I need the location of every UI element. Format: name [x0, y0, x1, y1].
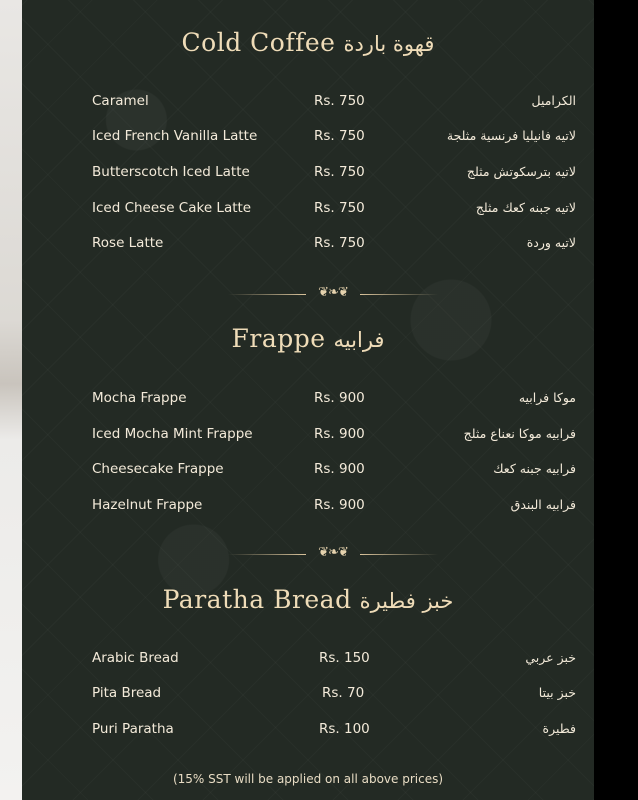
item-price: Rs. 900	[314, 426, 365, 442]
item-price: Rs. 900	[314, 461, 365, 477]
menu-item	[22, 200, 594, 220]
menu-item	[22, 164, 594, 184]
item-arabic-name: لاتيه وردة	[526, 235, 576, 250]
item-price: Rs. 900	[314, 390, 365, 406]
item-name: Iced Mocha Mint Frappe	[92, 426, 253, 442]
right-black-bar	[594, 0, 638, 800]
item-price: Rs. 750	[314, 164, 365, 180]
item-name: Rose Latte	[92, 235, 164, 251]
item-name: Arabic Bread	[92, 650, 179, 666]
section-title-cold-coffee	[22, 28, 594, 57]
item-arabic-name: موكا فرابيه	[518, 390, 576, 405]
background-photo-edge	[0, 0, 22, 800]
item-price: Rs. 150	[319, 650, 370, 666]
ornament-divider-icon: ❦❧❦	[228, 547, 438, 563]
item-arabic-name: فرابيه البندق	[510, 497, 576, 512]
section-title-paratha-bread	[22, 585, 594, 614]
item-name: Butterscotch Iced Latte	[92, 164, 250, 180]
item-arabic-name: لاتيه بترسكوتش مثلج	[466, 164, 576, 179]
item-arabic-name: خبز عربي	[525, 650, 576, 665]
item-name: Puri Paratha	[92, 721, 174, 737]
menu-item	[22, 390, 594, 410]
item-arabic-name: فرابيه موكا نعناع مثلج	[463, 426, 576, 441]
item-name: Hazelnut Frappe	[92, 497, 203, 513]
item-name: Iced French Vanilla Latte	[92, 128, 258, 144]
item-price: Rs. 750	[314, 200, 365, 216]
item-name: Caramel	[92, 93, 149, 109]
section-title-frappe	[22, 324, 594, 353]
menu-item	[22, 685, 594, 705]
item-arabic-name: فرابيه جبنه كعك	[493, 461, 576, 476]
menu-item	[22, 461, 594, 481]
menu-page	[22, 0, 594, 800]
ornament-divider-icon: ❦❧❦	[228, 287, 438, 303]
item-price: Rs. 750	[314, 128, 365, 144]
menu-item	[22, 650, 594, 670]
item-name: Iced Cheese Cake Latte	[92, 200, 252, 216]
tax-note: (15% SST will be applied on all above prices)	[172, 772, 444, 786]
menu-item	[22, 128, 594, 148]
item-name: Cheesecake Frappe	[92, 461, 224, 477]
item-arabic-name: فطيرة	[542, 721, 576, 736]
item-price: Rs. 70	[322, 685, 365, 701]
item-arabic-name: لاتيه فانيليا فرنسية مثلجة	[446, 128, 576, 143]
item-price: Rs. 100	[319, 721, 370, 737]
menu-item	[22, 235, 594, 255]
item-name: Pita Bread	[92, 685, 162, 701]
menu-item	[22, 721, 594, 741]
menu-item	[22, 497, 594, 517]
item-price: Rs. 750	[314, 93, 365, 109]
section-title-ar: فرابيه	[333, 328, 385, 352]
section-title-en: Cold Coffee	[181, 28, 336, 57]
item-name: Mocha Frappe	[92, 390, 187, 406]
menu-item	[22, 426, 594, 446]
section-title-en: Paratha Bread	[162, 585, 352, 614]
item-price: Rs. 750	[314, 235, 365, 251]
item-arabic-name: الكراميل	[531, 93, 576, 108]
item-arabic-name: خبز بيتا	[538, 685, 576, 700]
section-title-ar: خبز فطيرة	[359, 589, 454, 613]
item-price: Rs. 900	[314, 497, 365, 513]
section-title-en: Frappe	[231, 324, 326, 353]
menu-item	[22, 93, 594, 113]
section-title-ar: قهوة باردة	[343, 32, 435, 56]
item-arabic-name: لاتيه جبنه كعك مثلج	[475, 200, 576, 215]
